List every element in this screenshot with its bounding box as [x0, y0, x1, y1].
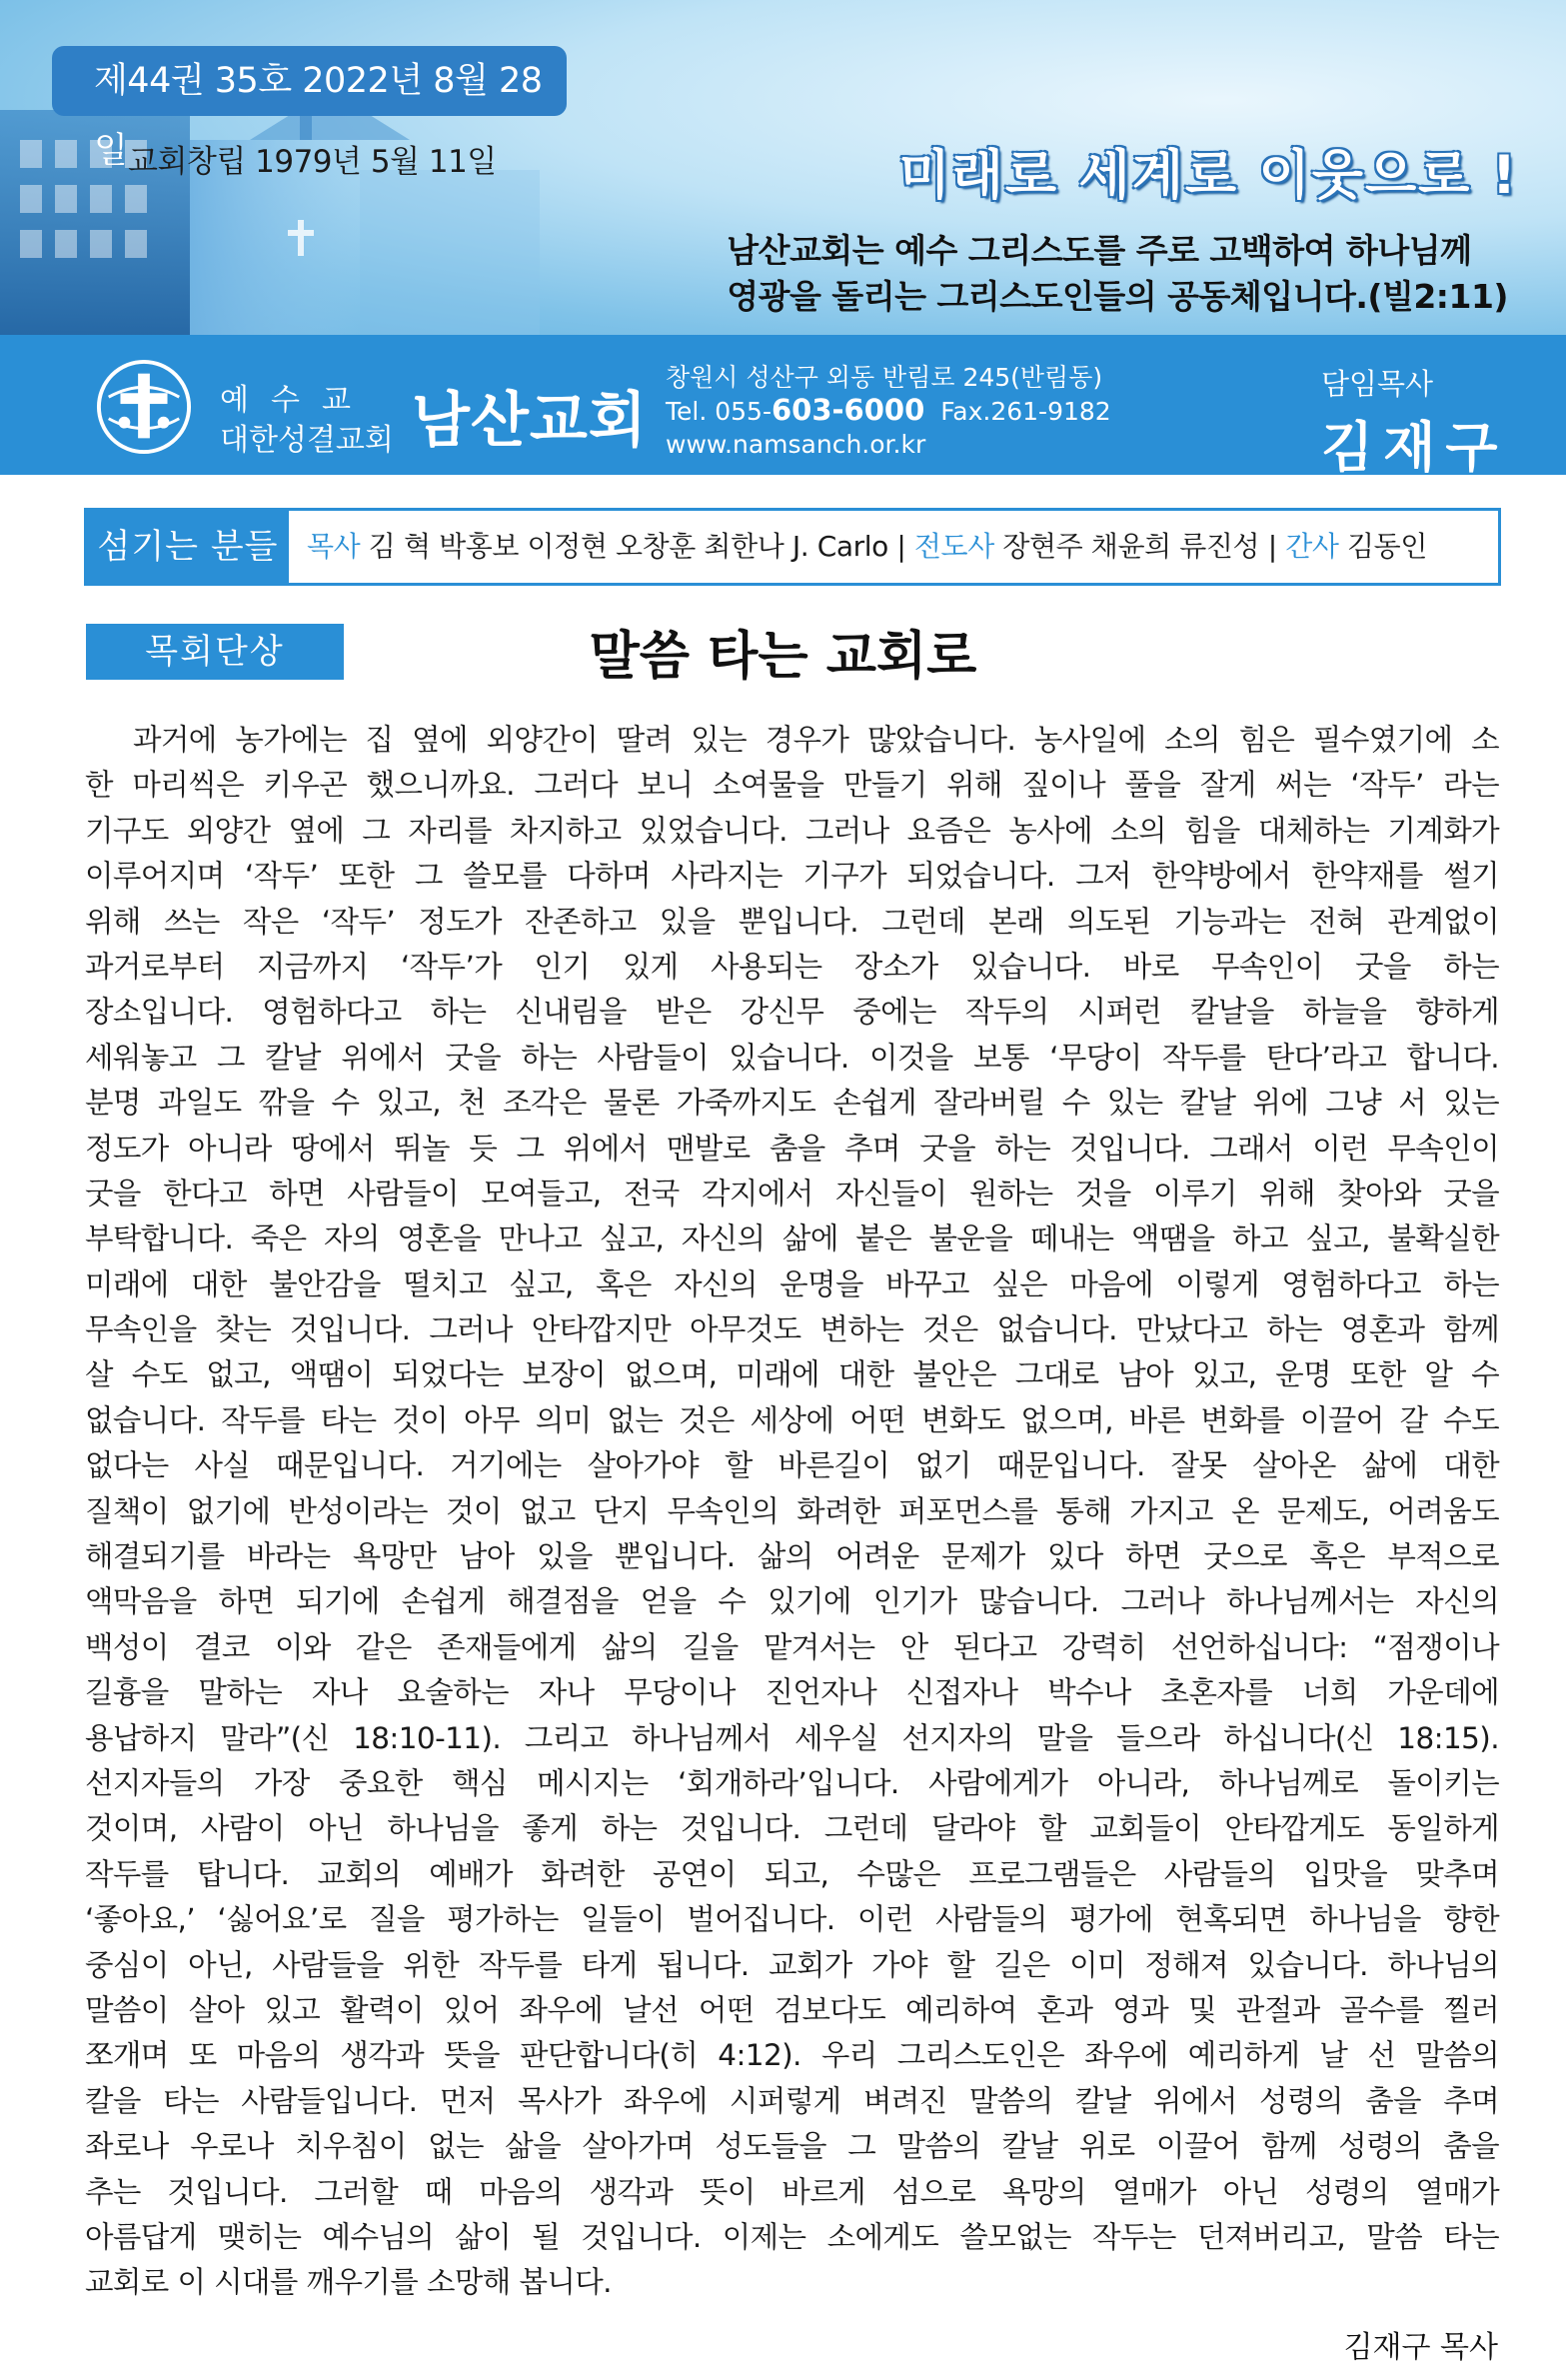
article-line: 칼을 타는 사람들입니다. 먼저 목사가 좌우에 시퍼렇게 벼려진 말씀의 칼날 위에서 성령의 춤을 추며: [85, 2083, 1499, 2118]
article-line: 해결되기를 바라는 욕망만 남아 있을 뿐입니다. 삶의 어려운 문제가 있다 하면 굿으로 혹은 부적으로: [85, 1539, 1499, 1574]
church-name: 남산교회: [412, 386, 648, 456]
article-line: 것이며, 사람이 아닌 하나님을 좋게 하는 것입니다. 그런데 달라야 할 교회들이 안타깝게도 동일하게: [85, 1811, 1499, 1846]
article-line: 교회로 이 시대를 깨우기를 소망해 봅니다.: [85, 2265, 612, 2300]
staff-list-title: 섬기는 분들: [87, 511, 289, 583]
founding-date: 교회창립 1979년 5월 11일: [128, 144, 497, 180]
issue-date-badge: 제44권 35호 2022년 8월 28일: [52, 46, 567, 116]
church-phone: [666, 394, 1111, 428]
article-line: 용납하지 말라”(신 18:10-11). 그리고 하나님께서 세우실 선지자의 말을 들으라 하십니다(신 18:15).: [85, 1720, 1499, 1755]
article-body: [85, 718, 1499, 2306]
article-line: 살 수도 없고, 액땜이 되었다는 보장이 없으며, 미래에 대한 불안은 그대로 남아 있고, 운명 또한 알 수: [85, 1357, 1499, 1392]
article-line: 장소입니다. 영험하다고 하는 신내림을 받은 강신무 중에는 작두의 시퍼런 칼날을 하늘을 향하게: [85, 995, 1499, 1030]
mission-line: 영광을 돌리는 그리스도인들의 공동체입니다.(빌2:11): [727, 277, 1508, 316]
article-line: 선지자들의 가장 중요한 핵심 메시지는 ‘회개하라’입니다. 사람에게가 아니라, 하나님께로 돌이키는: [85, 1765, 1499, 1800]
article-line: 한 마리씩은 키우곤 했으니까요. 그러다 보니 소여물을 만들기 위해 짚이나 풀을 잘게 써는 ‘작두’ 라는: [85, 768, 1499, 803]
article-line: 질책이 없기에 반성이라는 것이 없고 단지 무속인의 화려한 퍼포먼스를 통해 가지고 온 문제도, 어려움도: [85, 1493, 1499, 1528]
article-line: ‘좋아요,’ ‘싫어요’로 질을 평가하는 일들이 벌어집니다. 이런 사람들의 평가에 현혹되면 하나님을 향한: [85, 1902, 1499, 1937]
article-line: 부탁합니다. 죽은 자의 영혼을 만나고 싶고, 자신의 삶에 붙은 불운을 떼내는 액땜을 하고 싶고, 불확실한: [85, 1221, 1499, 1256]
denomination-line1: 예수교: [220, 383, 373, 418]
article-line: 중심이 아닌, 사람들을 위한 작두를 타게 됩니다. 교회가 가야 할 길은 이미 정해져 있습니다. 하나님의: [85, 1947, 1499, 1982]
article-line: 이루어지며 ‘작두’ 또한 그 쓸모를 다하며 사라지는 기구가 되었습니다. 그저 한약방에서 한약재를 썰기: [85, 859, 1499, 894]
staff-list-box: [84, 508, 1501, 586]
article-line: 추는 것입니다. 그러할 때 마음의 생각과 뜻이 바르게 섬으로 욕망의 열매가 아닌 성령의 열매가: [85, 2174, 1499, 2209]
church-info-bar: [0, 335, 1566, 479]
church-address: 창원시 성산구 외동 반림로 245(반림동): [666, 363, 1103, 392]
article-title: 말씀 타는 교회로: [589, 627, 977, 687]
article-line: 과거에 농가에는 집 옆에 외양간이 딸려 있는 경우가 많았습니다. 농사일에 소의 힘은 필수였기에 소: [133, 723, 1499, 757]
evangelist-names: 장현주 채윤희 류진성 |: [993, 530, 1286, 563]
article-line: 쪼개며 또 마음의 생각과 뜻을 판단합니다(히 4:12). 우리 그리스도인은 좌우에 예리하게 날 선 말씀의: [85, 2038, 1499, 2073]
tel-number: 603-6000: [771, 393, 925, 427]
role-pastor: 목사: [307, 530, 361, 563]
pastor-name: 김재구: [1321, 416, 1508, 479]
article-line: 말씀이 살아 있고 활력이 있어 좌우에 날선 어떤 검보다도 예리하여 혼과 영과 및 관절과 골수를 찔러: [85, 1992, 1499, 2027]
article-line: 길흉을 말하는 자나 요술하는 자나 무당이나 진언자나 신접자나 박수나 초혼자를 너희 가운데에: [85, 1675, 1499, 1710]
article-line: 정도가 아니라 땅에서 뛰놀 듯 그 위에서 맨발로 춤을 추며 굿을 하는 것입니다. 그래서 이런 무속인이: [85, 1131, 1499, 1166]
article-line: 분명 과일도 깎을 수 있고, 천 조각은 물론 가죽까지도 손쉽게 잘라버릴 수 있는 칼날 위에 그냥 서 있는: [85, 1086, 1499, 1121]
article-line: 기구도 외양간 옆에 그 자리를 차지하고 있었습니다. 그러나 요즘은 농사에 소의 힘을 대체하는 기계화가: [85, 813, 1499, 848]
church-contact: [666, 361, 1111, 461]
secretary-names: 김동인: [1338, 530, 1427, 563]
fax-number: Fax.261-9182: [940, 397, 1111, 426]
section-label: 목회단상: [86, 624, 344, 680]
mission-statement: [727, 228, 1508, 320]
article-line: 백성이 결코 이와 같은 존재들에게 삶의 길을 맡겨서는 안 된다고 강력히 선언하십니다: “점쟁이나: [85, 1629, 1499, 1664]
article-line: 세워놓고 그 칼날 위에서 굿을 하는 사람들이 있습니다. 이것을 보통 ‘무당이 작두를 탄다’라고 합니다.: [85, 1040, 1499, 1075]
role-secretary: 간사: [1285, 530, 1339, 563]
pastor-label: 담임목사: [1321, 367, 1434, 401]
article-line: 아름답게 맺히는 예수님의 삶이 될 것입니다. 이제는 소에게도 쓸모없는 작두는 던져버리고, 말씀 타는: [85, 2219, 1499, 2254]
article-line: 미래에 대한 불안감을 떨치고 싶고, 혹은 자신의 운명을 바꾸고 싶은 마음에 이렇게 영험하다고 하는: [85, 1266, 1499, 1301]
church-logo-icon: [95, 358, 193, 456]
staff-list: [307, 511, 1427, 583]
article-line: 좌로나 우로나 치우침이 없는 삶을 살아가며 성도들을 그 말씀의 칼날 위로 이끌어 함께 성령의 춤을: [85, 2129, 1499, 2164]
article-line: 없다는 사실 때문입니다. 거기에는 살아가야 할 바른길이 없기 때문입니다. 잘못 살아온 삶에 대한: [85, 1448, 1499, 1483]
article-line: 없습니다. 작두를 타는 것이 아무 의미 없는 것은 세상에 어떤 변화도 없으며, 바른 변화를 이끌어 갈 수도: [85, 1402, 1499, 1437]
article-line: 액막음을 하면 되기에 손쉽게 해결점을 얻을 수 있기에 인기가 많습니다. 그러나 하나님께서는 자신의: [85, 1584, 1499, 1619]
article-line: 위해 쓰는 작은 ‘작두’ 정도가 잔존하고 있을 뿐입니다. 그런데 본래 의도된 기능과는 전혀 관계없이: [85, 904, 1499, 939]
pastor-names: 김 혁 박홍보 이정현 오창훈 최한나 J. Carlo |: [360, 530, 914, 563]
article-line: 굿을 한다고 하면 사람들이 모여들고, 전국 각지에서 자신들이 원하는 것을 이루기 위해 찾아와 굿을: [85, 1176, 1499, 1210]
article-line: 작두를 탑니다. 교회의 예배가 화려한 공연이 되고, 수많은 프로그램들은 사람들의 입맛을 맞추며: [85, 1856, 1499, 1891]
role-evangelist: 전도사: [913, 530, 994, 563]
denomination-line2: 대한성결교회: [220, 423, 394, 458]
tel-prefix: Tel. 055-: [666, 397, 772, 426]
mission-line: 남산교회는 예수 그리스도를 주로 고백하여 하나님께: [727, 231, 1472, 270]
slogan: 미래로 세계로 이웃으로 !: [898, 145, 1518, 206]
church-website-link[interactable]: www.namsanch.or.kr: [666, 430, 926, 459]
article-line: 무속인을 찾는 것입니다. 그러나 안타깝지만 아무것도 변하는 것은 없습니다. 만났다고 하는 영혼과 함께: [85, 1312, 1499, 1347]
article-author: 김재구 목사: [1343, 2330, 1498, 2365]
article-line: 과거로부터 지금까지 ‘작두’가 인기 있게 사용되는 장소가 있습니다. 바로 무속인이 굿을 하는: [85, 949, 1499, 984]
header-banner: [0, 0, 1566, 335]
